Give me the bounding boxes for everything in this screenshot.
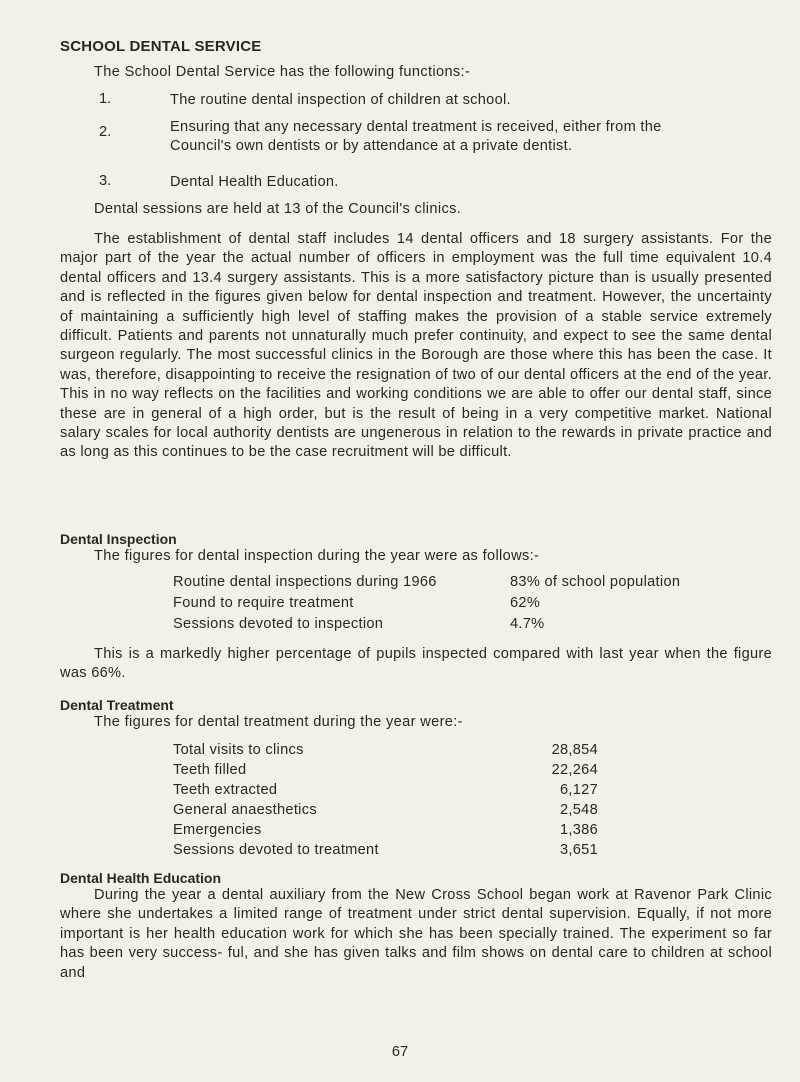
treatment-row-label: Teeth extracted (173, 782, 278, 798)
page-number: 67 (391, 1044, 409, 1060)
function-number: 2. (99, 124, 112, 140)
inspection-row-label: Routine dental inspections during 1966 (173, 574, 437, 590)
inspection-row (173, 616, 603, 634)
treatment-row-value: 1,386 (559, 822, 598, 838)
inspection-row-value: 62% (510, 595, 541, 611)
treatment-row (173, 782, 598, 800)
treatment-row-label: Total visits to clincs (173, 742, 304, 758)
health-education-text: During the year a dental auxiliary from the New Cross School began work at Ravenor Park Clinic where she undertakes a limited range of treatment under strict dental supervision. Equally, if not more important is her health education work for which she has been specially trained. The experiment so far has been very success- ful, and she has given talks and film shows on dental care to children at school and (60, 887, 772, 981)
inspection-row-value: 4.7% (510, 616, 545, 632)
treatment-row (173, 842, 598, 860)
inspection-title: Dental Inspection (60, 531, 177, 547)
treatment-row-label: Sessions devoted to treatment (173, 842, 379, 858)
treatment-row (173, 822, 598, 840)
treatment-title: Dental Treatment (60, 697, 174, 713)
treatment-row (173, 802, 598, 820)
treatment-row-label: Teeth filled (173, 762, 247, 778)
inspection-row (173, 574, 681, 592)
function-text: Ensuring that any necessary dental treatment is received, either from the Council's own dentists or by attendance at a private dentist. (170, 119, 662, 154)
treatment-row-value: 28,854 (551, 742, 598, 758)
inspection-row-label: Sessions devoted to inspection (173, 616, 384, 632)
inspection-row-value: 83% of school population (510, 574, 681, 590)
treatment-row-label: General anaesthetics (173, 802, 317, 818)
treatment-row-value: 2,548 (559, 802, 598, 818)
inspection-note: This is a markedly higher percentage of pupils inspected compared with last year when the figure was 66%. (60, 646, 772, 682)
function-number: 1. (99, 91, 112, 107)
sessions-line: Dental sessions are held at 13 of the Council's clinics. (94, 201, 462, 217)
treatment-row-label: Emergencies (173, 822, 262, 838)
function-text: Dental Health Education. (170, 174, 339, 190)
inspection-row (173, 595, 603, 613)
staff-paragraph: The establishment of dental staff includes 14 dental officers and 18 surgery assistants. For the major part of the year the actual number of officers in employment was the full time equivalent 10.4 dental officers and 13.4 surgery assistants. This is a more satisfactory picture than is usually presented and is reflected in the figures given below for dental inspection and treatment. However, the uncertainty of maintaining a sufficiently high level of staffing makes the provision of a stable service extremely difficult. Patients and parents not unnaturally much prefer continuity, and expect to see the same dental surgeon regularly. The most successful clinics in the Borough are those where this has been the case. It was, therefore, disappointing to receive the resignation of two of our dental officers at the end of the year. This in no way reflects on the facilities and working conditions we are able to offer our dental staff, since these are in general of a high order, but is the result of being in a very competitive market. National salary scales for local authority dentists are ungenerous in relation to the rewards in private practice and as long as this continues to be the case recruitment will be difficult. (60, 231, 772, 461)
functions-intro: The School Dental Service has the following functions:- (94, 64, 471, 80)
treatment-row-value: 6,127 (559, 782, 598, 798)
treatment-row-value: 3,651 (559, 842, 598, 858)
function-text: The routine dental inspection of children at school. (170, 92, 511, 108)
inspection-row-label: Found to require treatment (173, 595, 354, 611)
treatment-row (173, 742, 598, 760)
inspection-intro: The figures for dental inspection during the year were as follows:- (94, 548, 540, 564)
page-heading: SCHOOL DENTAL SERVICE (60, 38, 262, 55)
treatment-row (173, 762, 598, 780)
health-education-title: Dental Health Education (60, 870, 222, 886)
function-number: 3. (99, 173, 112, 189)
treatment-intro: The figures for dental treatment during the year were:- (94, 714, 463, 730)
treatment-row-value: 22,264 (551, 762, 598, 778)
